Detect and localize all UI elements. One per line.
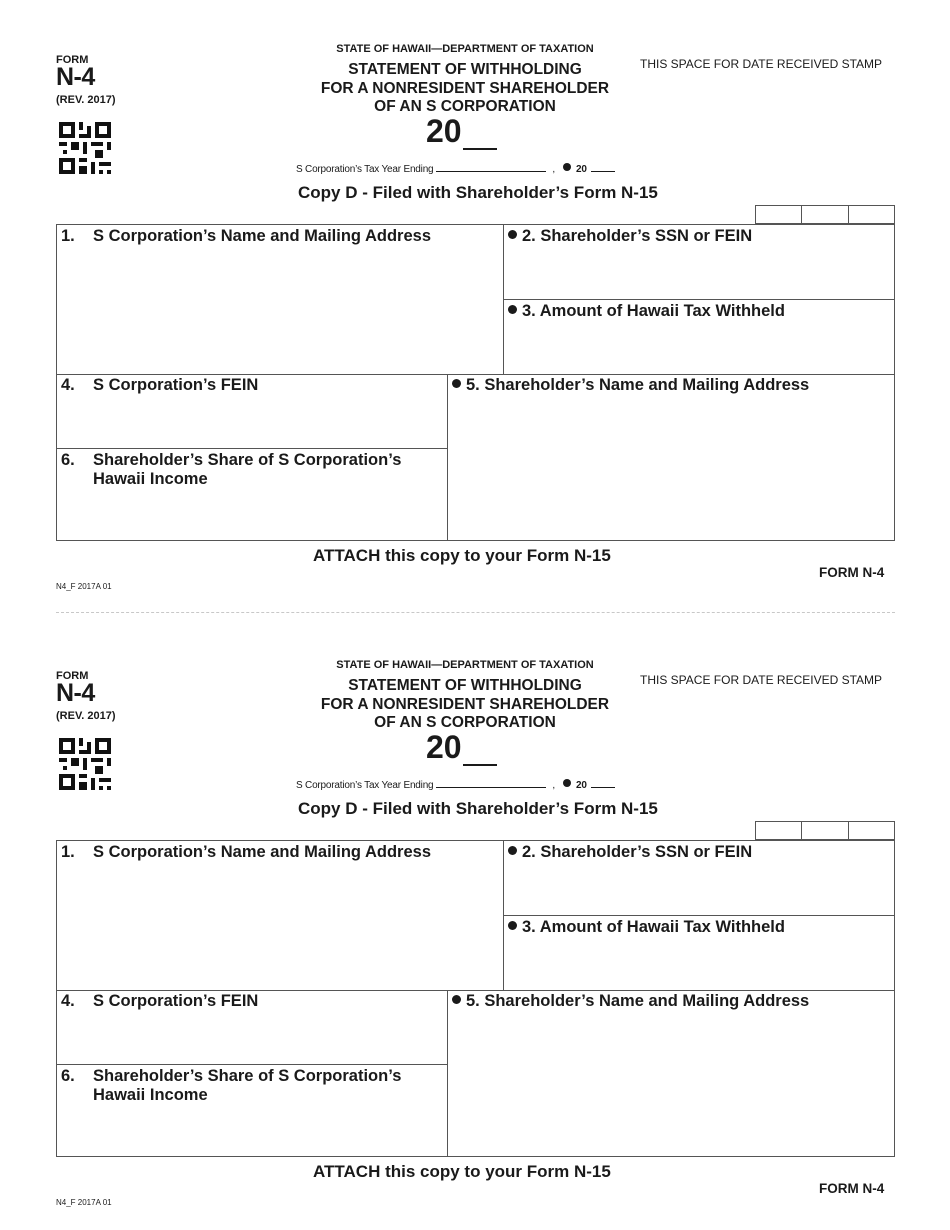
- field-1-s-corp-name-address[interactable]: 1. S Corporation’s Name and Mailing Address: [61, 227, 432, 245]
- bullet-icon: [563, 779, 571, 787]
- tax-year-ending-row: [296, 161, 615, 175]
- form-revision: (REV. 2017): [56, 710, 116, 722]
- tax-year-ending-date-field[interactable]: [436, 161, 546, 172]
- tax-year-heading: [426, 729, 497, 766]
- qr-code-icon: [59, 122, 111, 174]
- footer-code: N4_F 2017A 01: [56, 1198, 112, 1207]
- year-prefix: 20: [426, 729, 462, 765]
- year-suffix-field[interactable]: [463, 122, 497, 150]
- form-title: [290, 61, 640, 117]
- form-copy-top: [0, 0, 950, 600]
- bullet-icon: [452, 995, 461, 1004]
- attach-instruction: ATTACH this copy to your Form N-15: [313, 546, 611, 565]
- qr-code-icon: [59, 738, 111, 790]
- office-use-boxes: [755, 821, 895, 840]
- date-received-stamp-area: THIS SPACE FOR DATE RECEIVED STAMP: [640, 673, 883, 687]
- tax-year-heading: [426, 113, 497, 150]
- field-3-hawaii-tax-withheld[interactable]: 3. Amount of Hawaii Tax Withheld: [508, 302, 785, 321]
- bullet-icon: [508, 305, 517, 314]
- tax-year-20: 20: [576, 164, 587, 175]
- tax-year-ending-row: [296, 777, 615, 791]
- bullet-icon: [563, 163, 571, 171]
- form-title-line1: STATEMENT OF WITHHOLDING: [348, 61, 582, 78]
- tax-year-ending-label: S Corporation’s Tax Year Ending: [296, 780, 434, 791]
- tax-year-ending-date-field[interactable]: [436, 777, 546, 788]
- field-6-shareholder-share-income[interactable]: 6. Shareholder’s Share of S Corporation’s Hawaii Income: [61, 451, 402, 488]
- form-label: FORM: [56, 54, 89, 66]
- form-title-line1: STATEMENT OF WITHHOLDING: [348, 677, 582, 694]
- year-prefix: 20: [426, 113, 462, 149]
- form-title-line3: OF AN S CORPORATION: [374, 98, 556, 115]
- field-2-shareholder-ssn-fein[interactable]: 2. Shareholder’s SSN or FEIN: [508, 227, 752, 246]
- fields-grid: [56, 840, 895, 1157]
- tax-year-20: 20: [576, 780, 587, 791]
- footer-form-number: FORM N-4: [819, 1181, 885, 1196]
- form-title-line3: OF AN S CORPORATION: [374, 714, 556, 731]
- year-suffix-field[interactable]: [463, 738, 497, 766]
- fields-grid: [56, 224, 895, 541]
- field-5-shareholder-name-address[interactable]: 5. Shareholder’s Name and Mailing Address: [452, 376, 809, 395]
- copy-title: Copy D - Filed with Shareholder’s Form N-15: [298, 183, 658, 202]
- cut-line-divider: [56, 612, 895, 613]
- office-use-boxes: [755, 205, 895, 224]
- field-4-s-corp-fein[interactable]: 4. S Corporation’s FEIN: [61, 376, 259, 394]
- form-title: [290, 677, 640, 733]
- tax-year-comma: ,: [552, 164, 556, 175]
- date-received-stamp-area: THIS SPACE FOR DATE RECEIVED STAMP: [640, 57, 883, 71]
- form-number: N-4: [56, 679, 95, 707]
- field-2-shareholder-ssn-fein[interactable]: 2. Shareholder’s SSN or FEIN: [508, 843, 752, 862]
- field-1-s-corp-name-address[interactable]: 1. S Corporation’s Name and Mailing Address: [61, 843, 432, 861]
- bullet-icon: [508, 230, 517, 239]
- tax-year-comma: ,: [552, 780, 556, 791]
- form-label: FORM: [56, 670, 89, 682]
- copy-title: Copy D - Filed with Shareholder’s Form N-15: [298, 799, 658, 818]
- field-4-s-corp-fein[interactable]: 4. S Corporation’s FEIN: [61, 992, 259, 1010]
- form-copy-bottom: [0, 616, 950, 1216]
- footer-code: N4_F 2017A 01: [56, 582, 112, 591]
- field-3-hawaii-tax-withheld[interactable]: 3. Amount of Hawaii Tax Withheld: [508, 918, 785, 937]
- agency-name: STATE OF HAWAII—DEPARTMENT OF TAXATION: [336, 659, 594, 671]
- attach-instruction: ATTACH this copy to your Form N-15: [313, 1162, 611, 1181]
- form-number: N-4: [56, 63, 95, 91]
- form-title-line2: FOR A NONRESIDENT SHAREHOLDER: [320, 79, 610, 97]
- form-title-line2: FOR A NONRESIDENT SHAREHOLDER: [320, 695, 610, 713]
- field-5-shareholder-name-address[interactable]: 5. Shareholder’s Name and Mailing Address: [452, 992, 809, 1011]
- bullet-icon: [508, 846, 517, 855]
- bullet-icon: [508, 921, 517, 930]
- form-revision: (REV. 2017): [56, 94, 116, 106]
- agency-name: STATE OF HAWAII—DEPARTMENT OF TAXATION: [336, 43, 594, 55]
- tax-year-ending-year-field[interactable]: [591, 161, 615, 172]
- tax-year-ending-year-field[interactable]: [591, 777, 615, 788]
- footer-form-number: FORM N-4: [819, 565, 885, 580]
- tax-year-ending-label: S Corporation’s Tax Year Ending: [296, 164, 434, 175]
- bullet-icon: [452, 379, 461, 388]
- field-6-shareholder-share-income[interactable]: 6. Shareholder’s Share of S Corporation’s Hawaii Income: [61, 1067, 402, 1104]
